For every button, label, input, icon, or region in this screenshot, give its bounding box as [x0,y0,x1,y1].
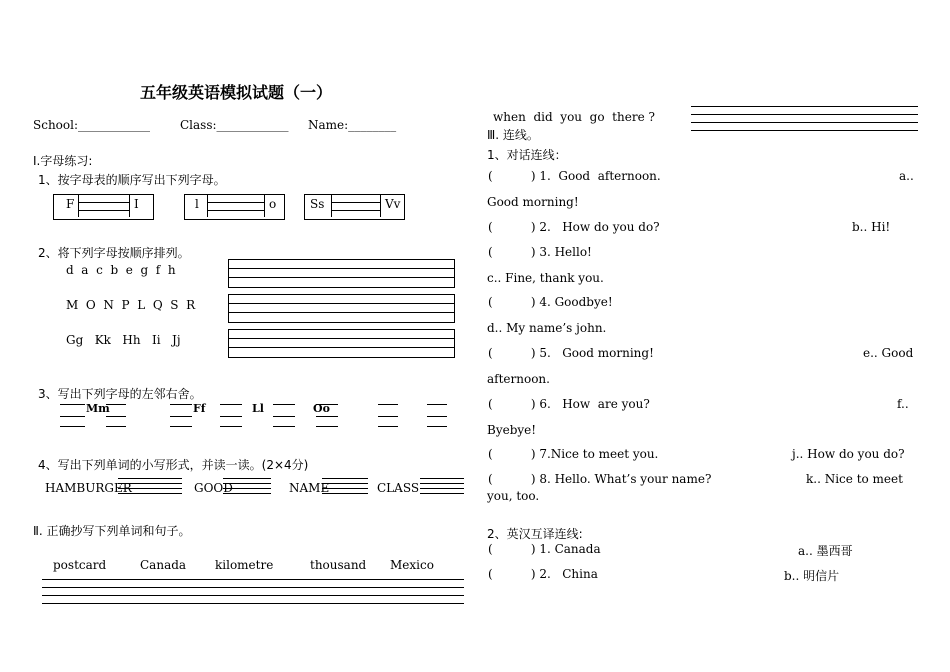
dialog-item[interactable]: ( ) 1. Good afternoon. [488,169,661,183]
blank-line[interactable] [60,416,85,417]
section2-heading: Ⅱ. 正确抄写下列单词和句子。 [33,524,191,538]
blank-line[interactable] [378,404,398,405]
trans-item-left[interactable]: ( ) 1. Canada [488,542,601,556]
letter-box-2[interactable] [184,194,285,220]
letters-row-3: Gg Kk Hh Ii Jj [66,333,181,347]
box-letter: Vv [385,197,401,211]
box-letter: o [269,197,277,211]
blank-line[interactable] [378,416,398,417]
letter-box-1[interactable] [53,194,154,220]
blank-line[interactable] [170,404,192,405]
trans-item-right: a.. 墨西哥 [798,544,853,558]
dialog-answer: d.. My name’s john. [487,321,607,335]
letters-row-2: M O N P L Q S R [66,298,196,312]
copy-word-mexico: Mexico [390,558,434,572]
blank-line[interactable] [220,426,242,427]
copy-lines[interactable] [42,579,464,608]
dialog-item[interactable]: ( ) 5. Good morning! [488,346,654,360]
word-hamburger: HAMBURGER [45,481,132,495]
box-letter: F [66,197,75,211]
copy-word-postcard: postcard [53,558,107,572]
box-letter: Ss [310,197,325,211]
blank-line[interactable] [220,404,242,405]
neighbor-letter: Oo [313,402,330,415]
answer-lines-good[interactable] [223,478,271,498]
dialog-item[interactable]: ( ) 8. Hello. What’s your name? [488,472,712,486]
dialog-item[interactable]: ( ) 3. Hello! [488,245,592,259]
writing-cells[interactable] [207,195,265,217]
school-field[interactable]: School:____________ [33,118,150,132]
blank-line[interactable] [427,416,447,417]
blank-line[interactable] [60,426,85,427]
blank-line[interactable] [378,426,398,427]
blank-line[interactable] [170,416,192,417]
dialog-item[interactable]: ( ) 6. How are you? [488,397,650,411]
dialog-answer: b.. Hi! [852,220,891,234]
dialog-answer: f.. [897,397,909,411]
blank-line[interactable] [170,426,192,427]
writing-cells[interactable] [78,195,130,217]
dialog-answer: Good morning! [487,195,579,209]
dialog-answer: a.. [899,169,914,183]
dialog-answer: j.. How do you do? [792,447,905,461]
answer-lines-2[interactable] [228,294,455,323]
section1-heading: Ⅰ.字母练习: [33,154,93,168]
dialog-instruction: 1、对话连线： [487,148,567,162]
sentence-lines[interactable] [691,106,918,135]
blank-line[interactable] [220,416,242,417]
dialog-answer: e.. Good [863,346,914,360]
translation-instruction: 2、英汉互译连线: [487,527,583,541]
blank-line[interactable] [60,404,85,405]
sentence-to-copy: when did you go there ? [493,110,655,124]
dialog-item[interactable]: ( ) 7.Nice to meet you. [488,447,659,461]
dialog-item[interactable]: ( ) 2. How do you do? [488,220,660,234]
blank-line[interactable] [106,416,126,417]
dialog-item[interactable]: ( ) 4. Goodbye! [488,295,613,309]
dialog-answer: k.. Nice to meet [806,472,903,486]
blank-line[interactable] [427,404,447,405]
name-field[interactable]: Name:________ [308,118,397,132]
q4-instruction: 4、写出下列单词的小写形式，并读一读。(2×4分) [38,458,309,472]
answer-lines-class[interactable] [420,478,464,498]
blank-line[interactable] [106,426,126,427]
copy-word-kilometre: kilometre [215,558,274,572]
q2-instruction: 2、将下列字母按顺序排列。 [38,246,190,260]
blank-line[interactable] [273,416,295,417]
dialog-answer: you, too. [487,489,540,503]
copy-word-thousand: thousand [310,558,367,572]
answer-lines-1[interactable] [228,259,455,288]
section3-heading: Ⅲ. 连线。 [487,128,539,142]
neighbor-letter: Ff [193,402,206,415]
box-letter: I [134,197,139,211]
letters-row-1: d a c b e g f h [66,263,176,277]
answer-lines-3[interactable] [228,329,455,358]
answer-lines-hamburger[interactable] [118,478,182,498]
page-title: 五年级英语模拟试题（一） [140,83,333,102]
blank-line[interactable] [316,416,338,417]
neighbor-letter: Ll [252,402,264,415]
box-letter: l [195,197,199,211]
word-class: CLASS [377,481,420,495]
dialog-answer: Byebye! [487,423,537,437]
dialog-answer: c.. Fine, thank you. [487,271,604,285]
blank-line[interactable] [273,404,295,405]
word-name: NAME [289,481,330,495]
copy-word-canada: Canada [140,558,187,572]
word-good: GOOD [194,481,233,495]
q1-instruction: 1、按字母表的顺序写出下列字母。 [38,173,226,187]
answer-lines-name[interactable] [322,478,368,498]
trans-item-left[interactable]: ( ) 2. China [488,567,598,581]
letter-box-3[interactable] [304,194,405,220]
blank-line[interactable] [427,426,447,427]
neighbor-letter: Mm [86,402,110,415]
dialog-answer: afternoon. [487,372,550,386]
writing-cells[interactable] [331,195,381,217]
blank-line[interactable] [273,426,295,427]
trans-item-right: b.. 明信片 [784,569,840,583]
class-field[interactable]: Class:____________ [180,118,289,132]
q3-instruction: 3、写出下列字母的左邻右舍。 [38,387,202,401]
blank-line[interactable] [316,426,338,427]
